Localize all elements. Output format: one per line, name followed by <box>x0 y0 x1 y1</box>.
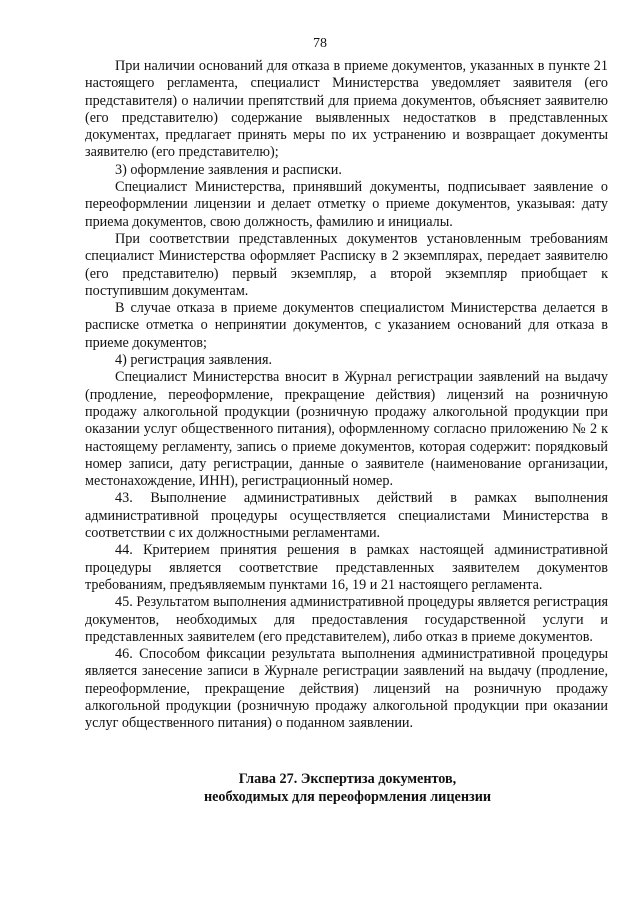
paragraph-receipt: При соответствии представленных документов установленным требованиям специалист Министерства оформляет Расписку в 2 экземплярах, передает заявителю (его представителю) первый экземпляр, а второй экземпляр приобщает к поступившим документам. <box>85 230 608 299</box>
paragraph-45: 45. Результатом выполнения административной процедуры является регистрация документов, необходимых для предоставления государственной услуги и представленных заявителем (его представителем), либо отказ в приеме документов. <box>85 594 608 645</box>
paragraph-journal-entry: Специалист Министерства вносит в Журнал регистрации заявлений на выдачу (продление, переоформление, прекращение действия) лицензий на розничную продажу алкогольной продукции (розничную продажу алкогольной продукции при оказании услуг общественного питания), оформленному согласно приложению № 2 к настоящему регламенту, запись о приеме документов, которая содержит: порядковый номер записи, дату регистрации, данные о заявителе (наименование организации, местонахождение, ИНН), регистрационный номер. <box>85 369 608 490</box>
paragraph-step-4: 4) регистрация заявления. <box>115 352 273 369</box>
paragraph-43: 43. Выполнение административных действий в рамках выполнения административной процедуры осуществляется специалистами Министерства в соответствии с их должностными регламентами. <box>85 490 608 542</box>
chapter-title-line-2: необходимых для переоформления лицензии <box>203 789 492 805</box>
paragraph-44: 44. Критерием принятия решения в рамках настоящей административной процедуры является соответствие представленных заявителем документов требованиям, предъявляемым пунктами 16, 19 и 21 настоящего регламента. <box>85 542 608 593</box>
paragraph-sign-application: Специалист Министерства, принявший документы, подписывает заявление о переоформлении лицензии и делает отметку о приеме документов, указывая: дату приема документов, свою должность, фамилию и инициалы. <box>85 179 608 230</box>
page-number: 78 <box>313 36 327 51</box>
chapter-title-line-1: Глава 27. Экспертиза документов, <box>238 771 457 787</box>
chapter-heading <box>70 770 625 806</box>
body-text <box>85 58 608 733</box>
paragraph-step-3: 3) оформление заявления и расписки. <box>115 161 342 178</box>
paragraph-refusal-mark: В случае отказа в приеме документов специалистом Министерства делается в расписке отметка о непринятии документов, с указанием оснований для отказа в приеме документов; <box>85 300 608 351</box>
paragraph-46: 46. Способом фиксации результата выполнения административной процедуры является занесение записи в Журнале регистрации заявлений на выдачу (продление, переоформление, прекращение действия) лицензий на розничную продажу алкогольной продукции (розничную продажу алкогольной продукции при оказании услуг общественного питания) о поданном заявлении. <box>85 646 608 732</box>
paragraph-refusal-notice: При наличии оснований для отказа в приеме документов, указанных в пункте 21 настоящего регламента, специалист Министерства уведомляет заявителя (его представителя) о наличии препятствий для приема документов, объясняет заявителю (его представителю) содержание выявленных недостатков в представленных документах, предлагает принять меры по их устранению и возвращает документы заявителю (его представителю); <box>85 58 608 161</box>
